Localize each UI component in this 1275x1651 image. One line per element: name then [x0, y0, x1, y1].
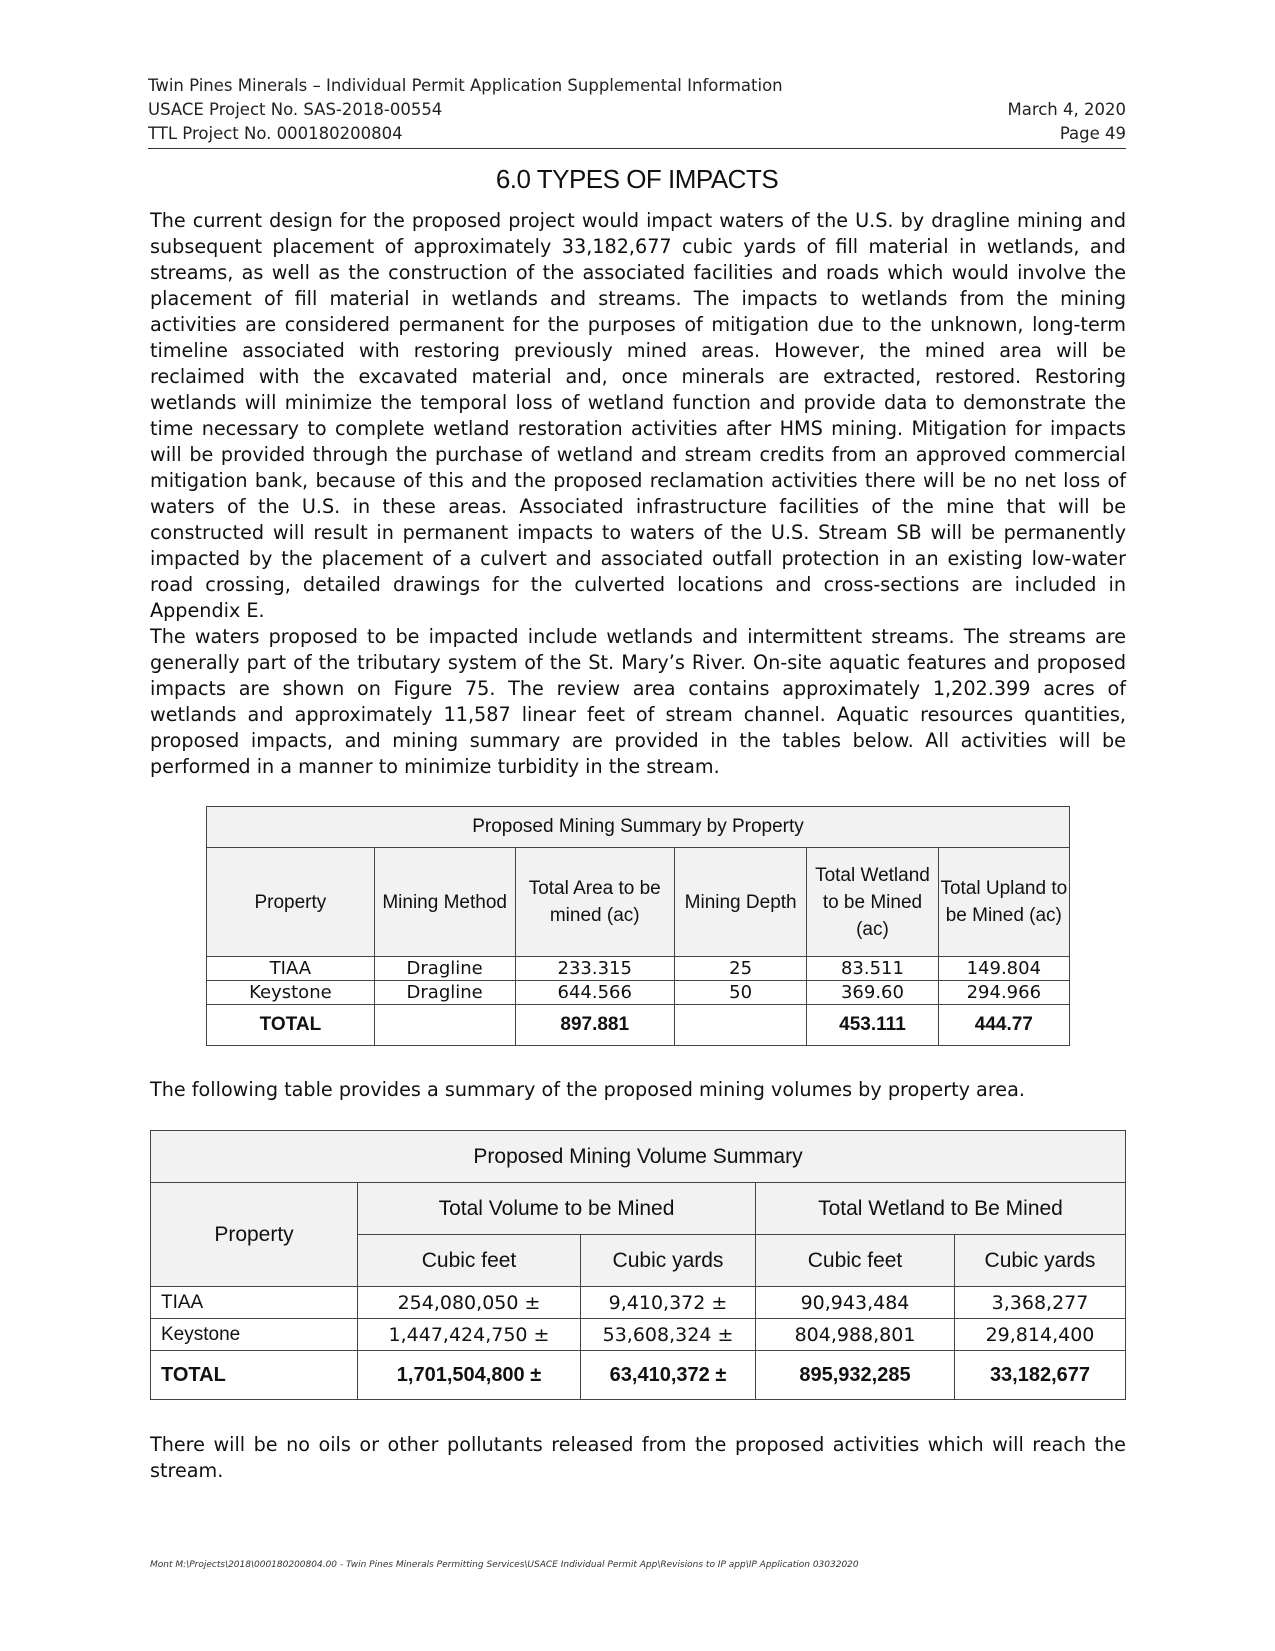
page-number: Page 49: [1059, 124, 1126, 143]
column-header: Cubic yards: [955, 1235, 1126, 1287]
paragraph-pollutants: There will be no oils or other pollutants released from the proposed activities which will reach the stream.: [150, 1433, 1126, 1482]
table-cell: TIAA: [207, 957, 375, 981]
column-header: Property: [207, 848, 375, 957]
table-group-header-row: [151, 1183, 1126, 1235]
header-date: March 4, 2020: [1007, 100, 1126, 119]
table-cell: 50: [674, 981, 806, 1005]
ttl-project-number: TTL Project No. 000180200804: [148, 124, 403, 143]
table-header-row: [207, 848, 1070, 957]
table-cell: 33,182,677: [955, 1351, 1126, 1400]
table-cell: 29,814,400: [955, 1319, 1126, 1351]
table-cell: 9,410,372 ±: [581, 1287, 756, 1319]
table-cell: 1,447,424,750 ±: [358, 1319, 581, 1351]
column-header: Mining Method: [374, 848, 515, 957]
header-title: Twin Pines Minerals – Individual Permit Application Supplemental Information: [148, 76, 783, 95]
table-row: [207, 981, 1070, 1005]
column-header: Mining Depth: [674, 848, 806, 957]
table-cell: 90,943,484: [756, 1287, 955, 1319]
table-total-row: [151, 1351, 1126, 1400]
column-header: Total Wetland to be Mined (ac): [807, 848, 938, 957]
table-cell: 3,368,277: [955, 1287, 1126, 1319]
table-cell: Keystone: [207, 981, 375, 1005]
column-header: Cubic yards: [581, 1235, 756, 1287]
file-path-footer: Mont M:\Projects\2018\000180200804.00 - Twin Pines Minerals Permitting Services\USACE Individual Permit App\Revisions to IP app\IP Application 03032020: [150, 1560, 859, 1570]
column-group-header: Total Wetland to Be Mined: [756, 1183, 1126, 1235]
table-cell: 83.511: [807, 957, 938, 981]
table-cell: 369.60: [807, 981, 938, 1005]
table-row: [151, 1319, 1126, 1351]
table-cell: TOTAL: [207, 1005, 375, 1046]
table-cell: 444.77: [938, 1005, 1069, 1046]
table-cell: 53,608,324 ±: [581, 1319, 756, 1351]
column-header: Cubic feet: [756, 1235, 955, 1287]
column-group-header: Total Volume to be Mined: [358, 1183, 756, 1235]
table-cell: 149.804: [938, 957, 1069, 981]
table-total-row: [207, 1005, 1070, 1046]
usace-project-number: USACE Project No. SAS-2018-00554: [148, 100, 443, 119]
table-cell: 804,988,801: [756, 1319, 955, 1351]
table-cell: 897.881: [515, 1005, 674, 1046]
table-cell: 1,701,504,800 ±: [358, 1351, 581, 1400]
table-cell: TIAA: [151, 1287, 358, 1319]
paragraph-volume-intro: The following table provides a summary of the proposed mining volumes by property area.: [150, 1078, 1025, 1101]
table-cell: Dragline: [374, 957, 515, 981]
mining-volume-table: [150, 1130, 1126, 1400]
table-cell: 644.566: [515, 981, 674, 1005]
table-cell: [374, 1005, 515, 1046]
header-divider: [148, 148, 1126, 149]
table-cell: [674, 1005, 806, 1046]
table-row: [207, 957, 1070, 981]
column-header: Cubic feet: [358, 1235, 581, 1287]
table-caption: Proposed Mining Volume Summary: [151, 1131, 1126, 1183]
paragraph-waters-impacted: The waters proposed to be impacted include wetlands and intermittent streams. The streams are generally part of the tributary system of the St. Mary’s River. On-site aquatic features and proposed impacts are shown on Figure 75. The review area contains approximately 1,202.399 acres of wetlands and approximately 11,587 linear feet of stream channel. Aquatic resources quantities, proposed impacts, and mining summary are provided in the tables below. All activities will be performed in a manner to minimize turbidity in the stream.: [150, 625, 1126, 778]
table-cell: 63,410,372 ±: [581, 1351, 756, 1400]
mining-summary-table: [206, 806, 1070, 1046]
page-header: [148, 74, 1126, 146]
table-cell: TOTAL: [151, 1351, 358, 1400]
table-cell: 25: [674, 957, 806, 981]
table-cell: Keystone: [151, 1319, 358, 1351]
table-cell: Dragline: [374, 981, 515, 1005]
table-row: [151, 1287, 1126, 1319]
table-cell: 254,080,050 ±: [358, 1287, 581, 1319]
column-header: Total Area to be mined (ac): [515, 848, 674, 957]
column-header: Total Upland to be Mined (ac): [938, 848, 1069, 957]
column-header: Property: [151, 1183, 358, 1287]
table-caption: Proposed Mining Summary by Property: [207, 807, 1070, 848]
section-title: 6.0 TYPES OF IMPACTS: [495, 164, 779, 194]
paragraph-impacts-overview: The current design for the proposed project would impact waters of the U.S. by dragline mining and subsequent placement of approximately 33,182,677 cubic yards of fill material in wetlands, and streams, as well as the construction of the associated facilities and roads which would involve the placement of fill material in wetlands and streams. The impacts to wetlands from the mining activities are considered permanent for the purposes of mitigation due to the unknown, long-term timeline associated with restoring previously mined areas. However, the mined area will be reclaimed with the excavated material and, once minerals are extracted, restored. Restoring wetlands will minimize the temporal loss of wetland function and provide data to demonstrate the time necessary to complete wetland restoration activities after HMS mining. Mitigation for impacts will be provided through the purchase of wetland and stream credits from an approved commercial mitigation bank, because of this and the proposed reclamation activities there will be no net loss of waters of the U.S. in these areas. Associated infrastructure facilities of the mine that will be constructed will result in permanent impacts to waters of the U.S. Stream SB will be permanently impacted by the placement of a culvert and associated outfall protection in an existing low-water road crossing, detailed drawings for the culverted locations and cross-sections are included in Appendix E.: [150, 209, 1126, 622]
table-cell: 895,932,285: [756, 1351, 955, 1400]
table-cell: 453.111: [807, 1005, 938, 1046]
table-cell: 233.315: [515, 957, 674, 981]
table-cell: 294.966: [938, 981, 1069, 1005]
